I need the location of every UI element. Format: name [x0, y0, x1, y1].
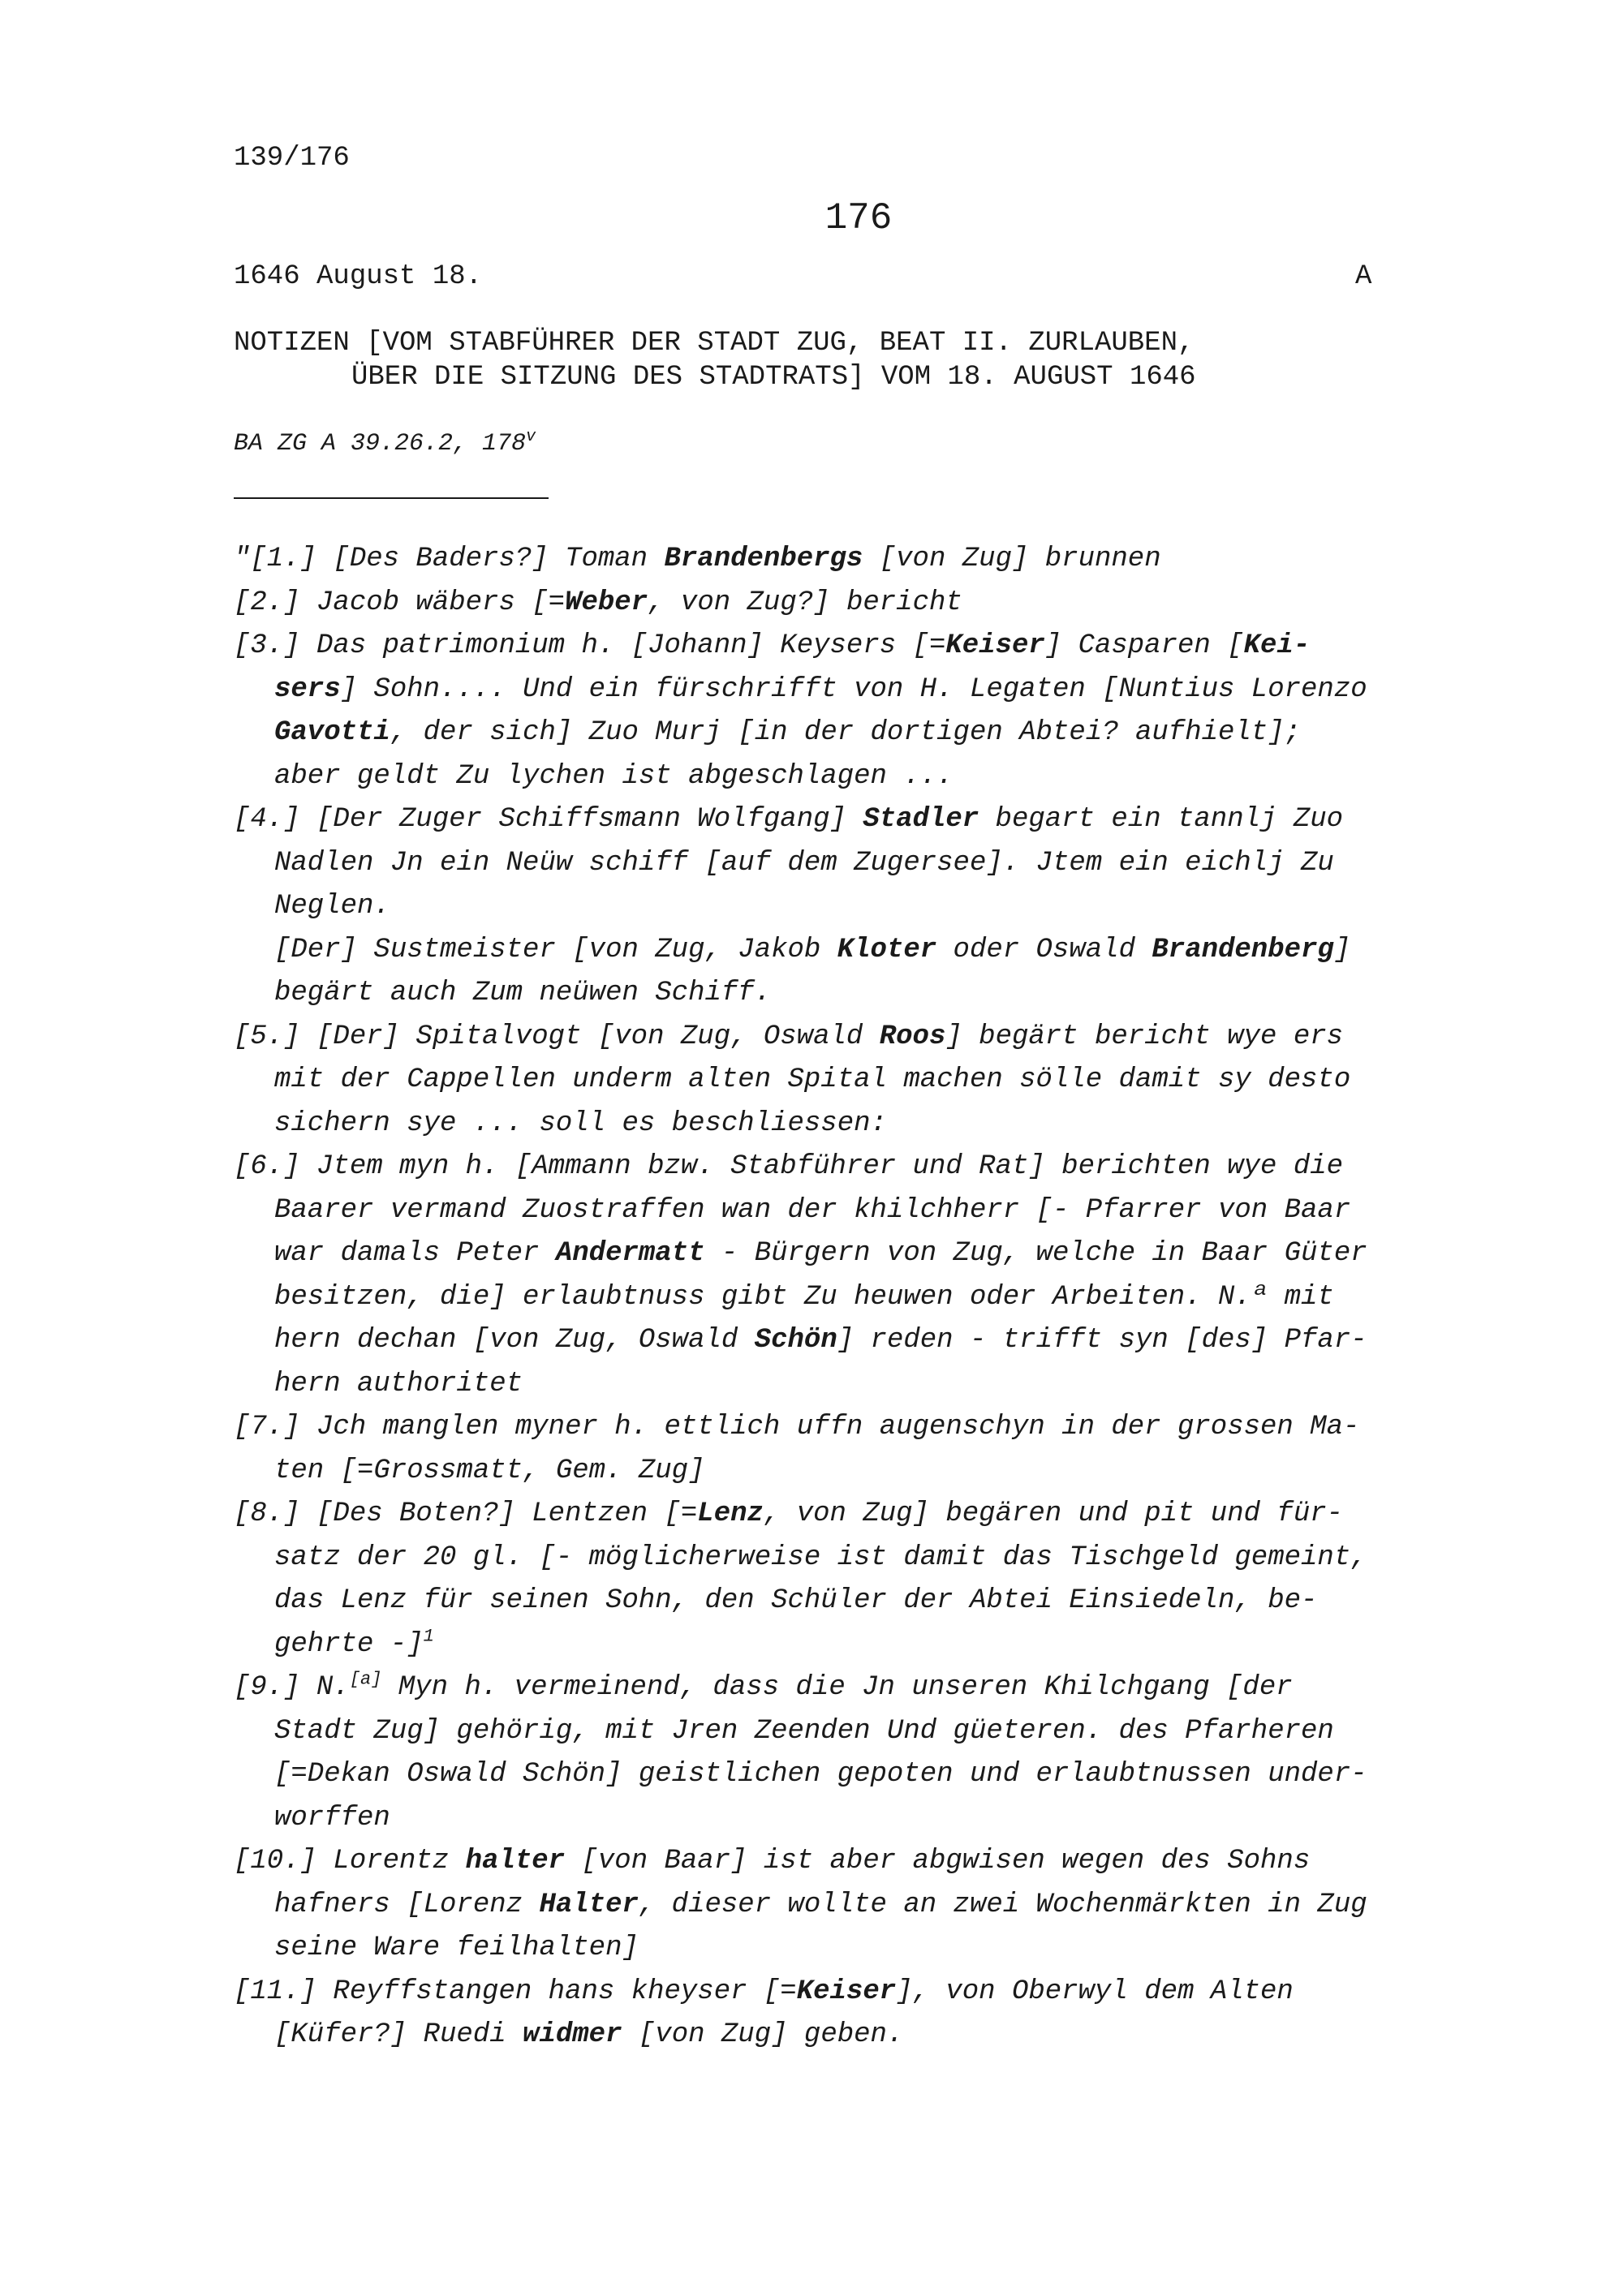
text-line — [234, 1363, 1483, 1407]
name-bold: Halter — [539, 1889, 639, 1920]
text-line — [234, 582, 1483, 626]
text-segment: ], von Oberwyl dem Alten — [896, 1976, 1294, 2007]
text-line — [234, 1753, 1483, 1797]
title-line-2: ÜBER DIE SITZUNG DES STADTRATS] VOM 18. AUGUST 1646 — [351, 362, 1196, 393]
text-line — [234, 1232, 1483, 1276]
name-bold: Kloter — [837, 934, 937, 965]
text-line — [234, 1319, 1483, 1363]
text-segment: [=Dekan Oswald Schön] geistlichen gepoten und erlaubtnussen under- — [274, 1759, 1367, 1790]
separator-rule — [234, 497, 549, 499]
text-segment: ] reden - trifft syn [des] Pfar- — [837, 1325, 1367, 1356]
text-line — [234, 1103, 1483, 1146]
text-line — [234, 1840, 1483, 1884]
document-number: 176 — [824, 197, 893, 239]
text-segment: worffen — [274, 1802, 390, 1834]
document-title — [234, 326, 1394, 394]
text-line — [234, 755, 1483, 799]
text-segment: [Küfer?] Ruedi — [274, 2019, 523, 2050]
text-segment: ] begärt bericht wye ers — [945, 1021, 1344, 1052]
text-line — [234, 929, 1483, 973]
text-segment: [7.] Jch manglen myner h. ettlich uffn augenschyn in der grossen Ma- — [234, 1412, 1360, 1443]
folio-number: 139/176 — [234, 143, 350, 174]
text-segment: [von Zug] geben. — [622, 2019, 904, 2050]
text-line — [234, 2014, 1483, 2057]
text-line — [234, 712, 1483, 755]
name-bold: Keiser — [796, 1976, 897, 2007]
name-bold: Stadler — [863, 804, 979, 835]
text-line — [234, 1971, 1483, 2014]
name-bold: halter — [465, 1846, 566, 1877]
text-segment: , von Zug] begären und pit und für- — [763, 1498, 1344, 1529]
text-segment: [2.] Jacob wäbers [= — [234, 587, 566, 618]
text-segment: gehrte -] — [274, 1628, 424, 1660]
text-segment: oder Oswald — [936, 934, 1152, 965]
name-bold: Brandenberg — [1152, 934, 1334, 965]
text-segment: satz der 20 gl. [- möglicherweise ist damit das Tischgeld gemeint, — [274, 1541, 1367, 1573]
source-reference — [234, 430, 536, 458]
name-bold: Gavotti — [274, 717, 390, 748]
name-bold: Brandenbergs — [664, 544, 863, 574]
transcription-body — [234, 538, 1483, 2057]
text-segment: [von Baar] ist aber abgwisen wegen des Sohns — [565, 1846, 1311, 1877]
name-bold: Lenz — [697, 1498, 764, 1529]
text-segment: begärt auch Zum neüwen Schiff. — [274, 978, 772, 1008]
title-line-1: NOTIZEN [VOM STABFÜHRER DER STADT ZUG, BEAT II. ZURLAUBEN, — [234, 328, 1195, 359]
text-segment: begart ein tannlj Zuo — [979, 804, 1344, 835]
text-segment: sichern sye ... soll es beschliessen: — [274, 1107, 887, 1139]
text-segment: [8.] [Des Boten?] Lentzen [= — [234, 1498, 698, 1529]
text-segment: hern authoritet — [274, 1368, 523, 1400]
document-date: 1646 August 18. — [234, 261, 483, 292]
text-segment: [10.] Lorentz — [234, 1846, 466, 1877]
source-superscript: v — [526, 428, 536, 446]
text-line — [234, 625, 1483, 669]
text-segment: seine Ware feilhalten] — [274, 1933, 639, 1963]
text-segment: "[1.] [Des Baders?] Toman — [234, 544, 665, 574]
document-type: A — [1355, 261, 1372, 292]
text-segment: das Lenz für seinen Sohn, den Schüler der Abtei Einsiedeln, be- — [274, 1585, 1318, 1616]
text-line — [234, 885, 1483, 929]
name-bold: sers — [274, 673, 341, 705]
text-line — [234, 1016, 1483, 1060]
name-bold: Schön — [754, 1325, 837, 1356]
text-line — [234, 1493, 1483, 1537]
text-line — [234, 1666, 1483, 1710]
text-line — [234, 842, 1483, 886]
text-segment: ] Sohn.... Und ein fürschrifft von H. Legaten [Nuntius Lorenzo — [340, 673, 1367, 705]
name-bold: Roos — [879, 1021, 946, 1052]
text-line — [234, 669, 1483, 712]
text-line — [234, 1059, 1483, 1103]
text-segment: [von Zug] brunnen — [863, 544, 1161, 574]
text-segment: Nadlen Jn ein Neüw schiff [auf dem Zugersee]. Jtem ein eichlj Zu — [274, 847, 1334, 879]
text-segment: Baarer vermand Zuostraffen wan der khilchherr [- Pfarrer von Baar — [274, 1194, 1351, 1226]
footnote-marker: 1 — [423, 1626, 434, 1647]
text-line — [234, 798, 1483, 842]
text-segment: ] Casparen [ — [1044, 630, 1244, 661]
text-line — [234, 1927, 1483, 1971]
text-segment: besitzen, die] erlaubtnuss gibt Zu heuwen oder Arbeiten. N.ª mit — [274, 1281, 1334, 1313]
name-bold: Weber — [565, 587, 648, 618]
text-segment: , von Zug?] bericht — [648, 587, 962, 618]
text-line — [234, 1189, 1483, 1233]
text-line — [234, 1623, 1483, 1667]
text-segment: , der sich] Zuo Murj [in der dortigen Abtei? aufhielt]; — [390, 717, 1302, 748]
text-segment: , dieser wollte an zwei Wochenmärkten in Zug — [638, 1889, 1367, 1920]
text-segment: ] — [1333, 934, 1351, 965]
name-bold: Andermatt — [555, 1238, 705, 1269]
text-segment: - Bürgern von Zug, welche in Baar Güter — [704, 1238, 1367, 1269]
name-bold: Kei- — [1243, 630, 1311, 661]
text-line — [234, 1406, 1483, 1450]
text-segment: hafners [Lorenz — [274, 1889, 540, 1920]
text-segment: [5.] [Der] Spitalvogt [von Zug, Oswald — [234, 1021, 880, 1052]
text-line — [234, 1537, 1483, 1580]
text-line — [234, 1884, 1483, 1928]
text-line — [234, 1450, 1483, 1494]
name-bold: Keiser — [945, 630, 1045, 661]
text-line — [234, 1580, 1483, 1623]
text-line — [234, 1797, 1483, 1841]
text-line — [234, 1276, 1483, 1320]
text-segment: [6.] Jtem myn h. [Ammann bzw. Stabführer und Rat] berichten wye die — [234, 1151, 1344, 1182]
name-bold: widmer — [523, 2019, 622, 2050]
text-segment: Stadt Zug] gehörig, mit Jren Zeenden Und güeteren. des Pfarheren — [274, 1715, 1334, 1747]
text-segment: [4.] [Der Zuger Schiffsmann Wolfgang] — [234, 804, 863, 835]
text-segment: Neglen. — [274, 891, 390, 922]
text-line — [234, 972, 1483, 1016]
text-segment: mit der Cappellen underm alten Spital machen sölle damit sy desto — [274, 1064, 1351, 1095]
text-segment: ten [=Grossmatt, Gem. Zug] — [274, 1455, 705, 1486]
text-segment: war damals Peter — [274, 1238, 556, 1269]
text-segment: [9.] N. — [234, 1672, 350, 1703]
text-segment: aber geldt Zu lychen ist abgeschlagen ... — [274, 760, 954, 792]
footnote-marker: [a] — [349, 1669, 382, 1690]
text-line — [234, 1710, 1483, 1754]
text-segment: hern dechan [von Zug, Oswald — [274, 1325, 755, 1356]
text-segment: [3.] Das patrimonium h. [Johann] Keysers [= — [234, 630, 946, 661]
text-line — [234, 1146, 1483, 1189]
text-segment: [11.] Reyffstangen hans kheyser [= — [234, 1976, 797, 2007]
text-segment: Myn h. vermeinend, dass die Jn unseren Khilchgang [der — [381, 1672, 1293, 1703]
text-segment: [Der] Sustmeister [von Zug, Jakob — [274, 934, 837, 965]
source-text: BA ZG A 39.26.2, 178 — [234, 430, 527, 458]
text-line — [234, 538, 1483, 582]
